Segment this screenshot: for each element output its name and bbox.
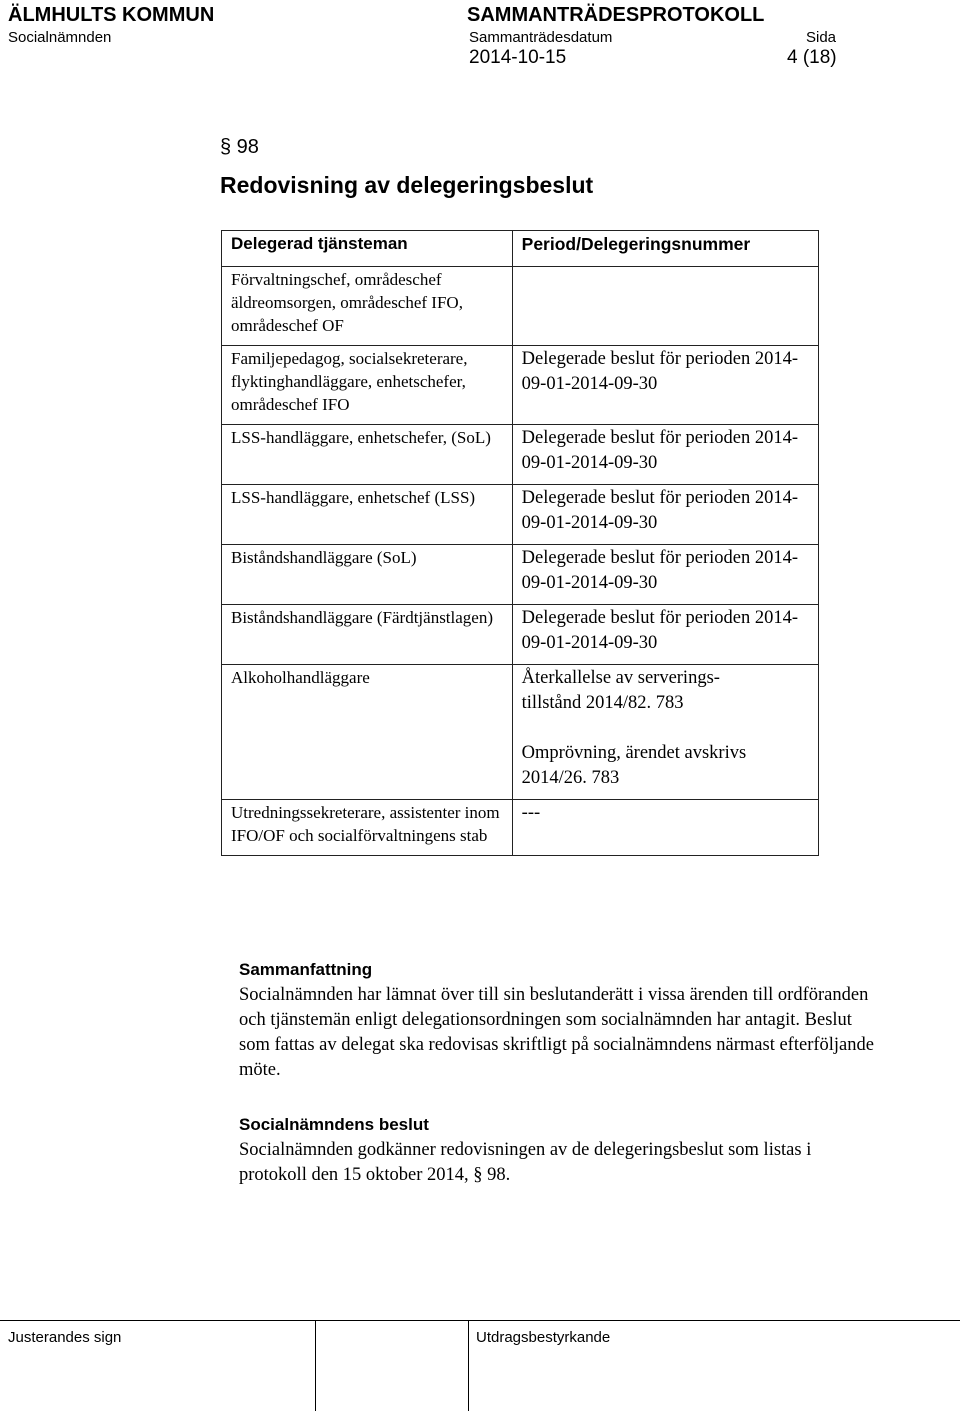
table-header-cell: [222, 231, 513, 267]
delegate-cell: LSS-handläggare, enhetschefer, (SoL): [222, 425, 513, 485]
delegate-cell: Biståndshandläggare (SoL): [222, 545, 513, 605]
delegate-cell: Familjepedagog, socialsekreterare, flyktinghandläggare, enhetschefer, områdeschef IFO: [222, 346, 513, 425]
delegate-cell: LSS-handläggare, enhetschef (LSS): [222, 485, 513, 545]
period-cell: [512, 267, 818, 346]
table-row: [222, 425, 819, 485]
section-title: Redovisning av delegeringsbeslut: [220, 172, 594, 198]
organization-name: ÄLMHULTS KOMMUN: [8, 4, 215, 26]
table-row: [222, 267, 819, 346]
table-header-cell: [512, 231, 818, 267]
justerandes-sign-label: Justerandes sign: [8, 1329, 122, 1346]
period-cell: Delegerade beslut för perioden 2014-09-01-2014-09-30: [512, 485, 818, 545]
table-row: [222, 605, 819, 665]
table-row: [222, 346, 819, 425]
delegate-cell: Utredningssekreterare, assistenter inom IFO/OF och socialförvaltningens stab: [222, 800, 513, 856]
period-cell: [512, 665, 818, 800]
committee-name: Socialnämnden: [8, 29, 112, 46]
paragraph-number: § 98: [220, 136, 259, 158]
date-label: Sammanträdesdatum: [469, 29, 613, 46]
delegate-cell: Förvaltningschef, områdeschef äldreomsorgen, områdeschef IFO, områdeschef OF: [222, 267, 513, 346]
decision-text: Socialnämnden godkänner redovisningen av de delegeringsbeslut som listas i protokoll den 15 oktober 2014, § 98.: [239, 1140, 812, 1185]
table-header-row: [222, 231, 819, 267]
utdragsbestyrkande-label: Utdragsbestyrkande: [476, 1329, 611, 1346]
page-number: 4 (18): [787, 47, 837, 68]
page-label: Sida: [806, 29, 837, 46]
period-cell: Delegerade beslut för perioden 2014-09-01-2014-09-30: [512, 425, 818, 485]
delegation-table: [221, 230, 819, 856]
delegate-cell: Alkoholhandläggare: [222, 665, 513, 800]
period-line: tillstånd 2014/82. 783: [521, 693, 684, 713]
period-cell: ---: [512, 800, 818, 856]
period-line: Omprövning, ärendet avskrivs: [521, 743, 747, 763]
period-line: Återkallelse av serverings-: [521, 668, 720, 688]
signature-footer: [0, 1320, 960, 1411]
document-type: SAMMANTRÄDESPROTOKOLL: [467, 4, 765, 26]
header-delegate: Delegerad tjänsteman: [231, 234, 408, 253]
period-cell: Delegerade beslut för perioden 2014-09-01-2014-09-30: [512, 346, 818, 425]
meeting-date: 2014-10-15: [469, 47, 567, 68]
table-row: [222, 545, 819, 605]
footer-divider: [468, 1321, 469, 1411]
table-row: [222, 485, 819, 545]
table-row: [222, 800, 819, 856]
period-cell: Delegerade beslut för perioden 2014-09-01-2014-09-30: [512, 545, 818, 605]
period-line: 2014/26. 783: [521, 768, 620, 788]
decision-heading: Socialnämndens beslut: [239, 1115, 429, 1134]
delegate-cell: Biståndshandläggare (Färdtjänstlagen): [222, 605, 513, 665]
table-row: [222, 665, 819, 800]
header-period: Period/Delegeringsnummer: [521, 234, 751, 254]
summary-heading: Sammanfattning: [239, 960, 373, 979]
summary-text: Socialnämnden har lämnat över till sin beslutanderätt i vissa ärenden till ordföranden och tjänstemän enligt delegationsordningen som socialnämnden har antagit. Beslut som fattas av delegat ska redovisas skriftligt på socialnämndens närmast efterföljande möte.: [239, 985, 874, 1080]
period-cell: Delegerade beslut för perioden 2014-09-01-2014-09-30: [512, 605, 818, 665]
footer-divider: [315, 1321, 316, 1411]
